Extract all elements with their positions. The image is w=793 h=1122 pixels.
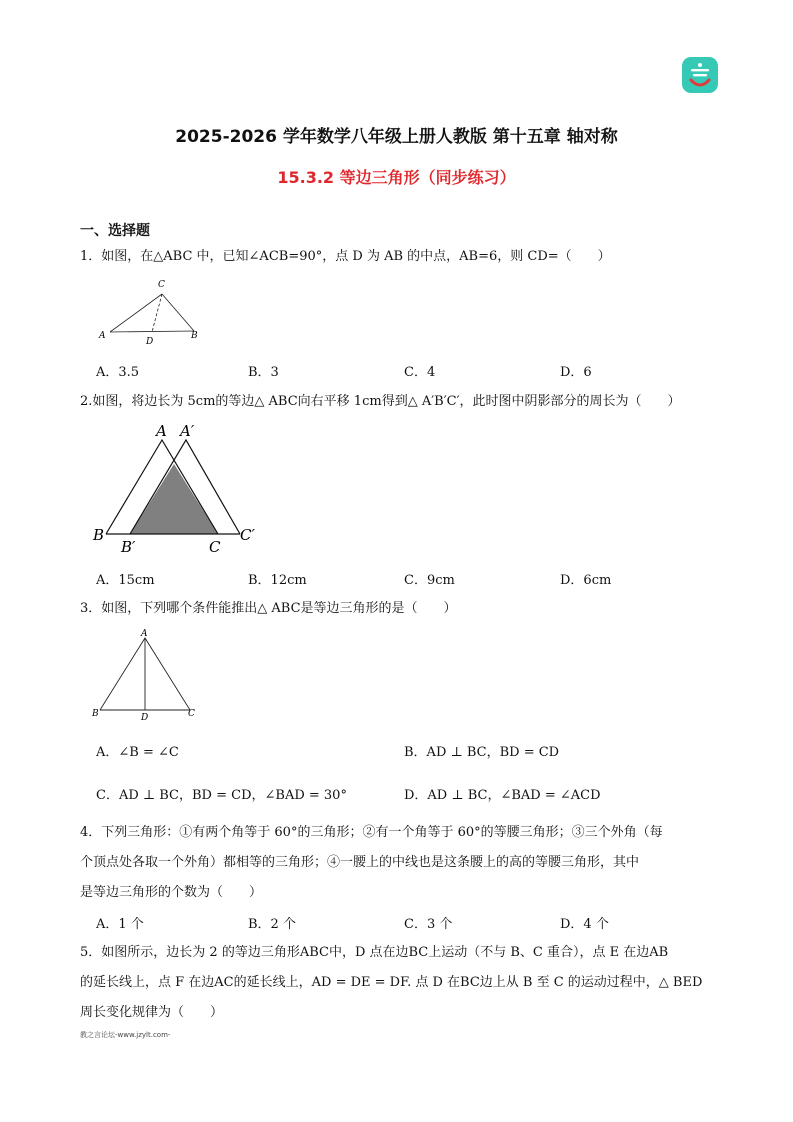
figure-label: A — [141, 629, 148, 639]
figure-label: D — [146, 337, 154, 347]
question-number: 3． — [80, 601, 102, 616]
figure-q3 — [88, 626, 208, 722]
page-subtitle: 15.3.2 等边三角形（同步练习） — [277, 168, 516, 187]
brand-logo-icon — [682, 57, 718, 93]
question-number: 4． — [80, 825, 102, 840]
question-text-line: 是等边三角形的个数为（ ） — [80, 885, 263, 900]
footer-watermark: 教之言论坛-www.jzylt.com- — [80, 1031, 171, 1039]
question-2 — [80, 387, 740, 417]
question-text-line: 个顶点处各取一个外角）都相等的三角形；④一腰上的中线也是这条腰上的高的等腰三角形，其中 — [80, 855, 640, 870]
figure-label: B′ — [121, 538, 136, 556]
question-text-line: 下列三角形：①有两个角等于 60°的三角形；②有一个角等于 60°的等腰三角形；③三个外角（每 — [101, 825, 663, 840]
option-d[interactable]: D．4 个 — [560, 917, 609, 932]
option-a[interactable]: A．1 个 — [96, 917, 144, 932]
question-number: 5． — [80, 945, 102, 960]
option-a[interactable]: A．∠B = ∠C — [96, 745, 179, 760]
figure-label: C — [188, 709, 195, 719]
option-b[interactable]: B．3 — [248, 365, 279, 380]
figure-label: B — [191, 331, 198, 341]
option-c[interactable]: C．AD ⊥ BC，BD = CD，∠BAD = 30° — [96, 788, 347, 803]
figure-label: C — [158, 280, 165, 290]
figure-q2 — [88, 418, 268, 558]
question-text-line: 如图所示，边长为 2 的等边三角形ABC中，D 点在边BC上运动（不与 B、C 重合），点 E 在边AB — [101, 945, 669, 960]
option-d[interactable]: D．AD ⊥ BC，∠BAD = ∠ACD — [404, 788, 601, 803]
figure-label: A — [99, 331, 106, 341]
question-text: 如图，在△ABC 中，已知∠ACB=90°，点 D 为 AB 的中点，AB=6，则 CD=（ ） — [101, 249, 611, 264]
option-d[interactable]: D．6cm — [560, 573, 612, 588]
question-5 — [80, 938, 720, 1028]
option-a[interactable]: A．15cm — [96, 573, 155, 588]
question-number: 2. — [80, 394, 93, 409]
figure-label: C — [209, 538, 221, 556]
figure-label: B — [92, 709, 99, 719]
question-text-line: 周长变化规律为（ ） — [80, 1005, 224, 1020]
figure-label: D — [141, 713, 149, 722]
page-title: 2025-2026 学年数学八年级上册人教版 第十五章 轴对称 — [175, 127, 618, 147]
figure-label: A′ — [180, 422, 195, 440]
option-d[interactable]: D．6 — [560, 365, 592, 380]
option-b[interactable]: B．AD ⊥ BC，BD = CD — [404, 745, 560, 760]
option-c[interactable]: C．9cm — [404, 573, 455, 588]
question-number: 1． — [80, 249, 102, 264]
question-text-line: 的延长线上，点 F 在边AC的延长线上，AD = DE = DF. 点 D 在BC边上从 B 至 C 的运动过程中，△ BED — [80, 975, 703, 990]
question-text: 如图，将边长为 5cm的等边△ ABC向右平移 1cm得到△ A′B′C′，此时图中阴影部分的周长为（ ） — [92, 394, 681, 409]
question-4 — [80, 818, 720, 908]
option-b[interactable]: B．2 个 — [248, 917, 296, 932]
option-c[interactable]: C．4 — [404, 365, 436, 380]
option-c[interactable]: C．3 个 — [404, 917, 453, 932]
figure-label: B — [93, 526, 105, 544]
figure-q1 — [96, 276, 206, 348]
figure-label: A — [156, 422, 167, 440]
figure-label: C′ — [240, 526, 255, 544]
question-3 — [80, 594, 720, 624]
question-text: 如图，下列哪个条件能推出△ ABC是等边三角形的是（ ） — [101, 601, 457, 616]
question-1 — [80, 242, 720, 272]
section-heading: 一、选择题 — [80, 223, 150, 239]
option-b[interactable]: B．12cm — [248, 573, 307, 588]
option-a[interactable]: A．3.5 — [96, 365, 140, 380]
